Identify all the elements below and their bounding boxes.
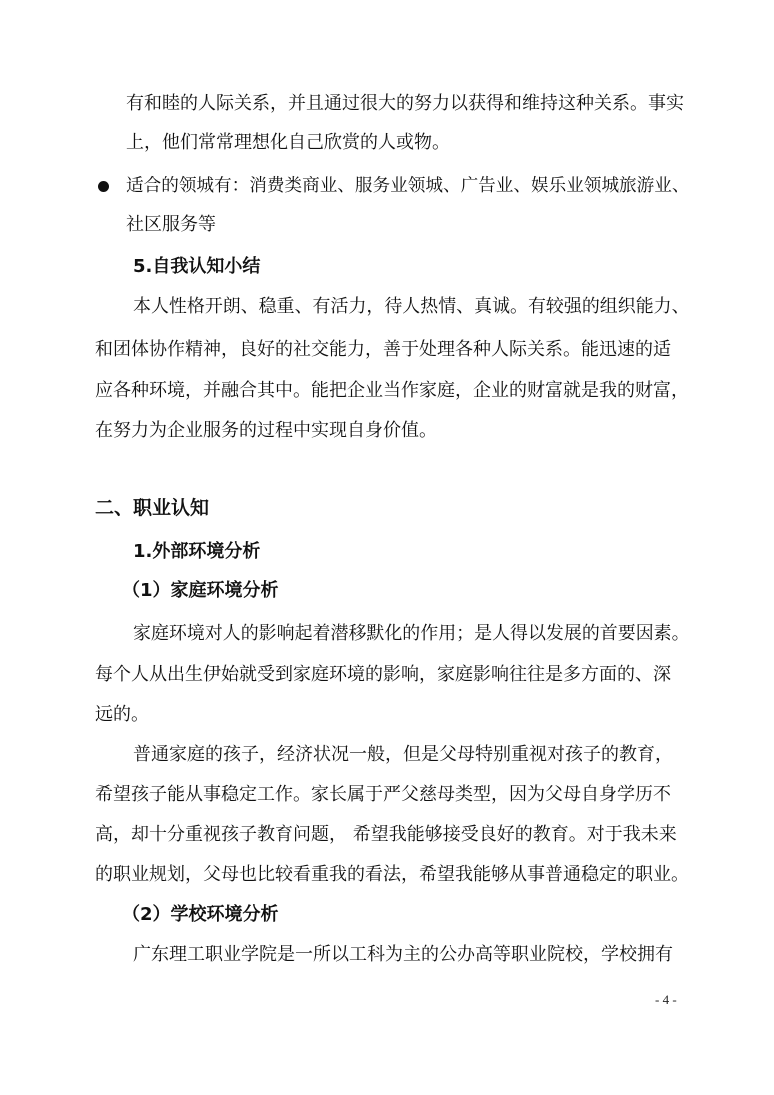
chapter-heading: 二、职业认知	[95, 497, 210, 519]
subsection-heading: （2）学校环境分析	[122, 904, 279, 925]
bullet-text-line: 社区服务等	[126, 214, 216, 235]
text-line: 普通家庭的孩子，经济状况一般，但是父母特别重视对孩子的教育，	[133, 744, 673, 765]
text-line: 和团体协作精神，良好的社交能力，善于处理各种人际关系。能迅速的适	[95, 339, 671, 360]
text-line: 高，却十分重视孩子教育问题， 希望我能够接受良好的教育。对于我未来	[95, 824, 677, 845]
text-line: 希望孩子能从事稳定工作。家长属于严父慈母类型，因为父母自身学历不	[95, 784, 671, 805]
text-line: 上，他们常常理想化自己欣赏的人或物。	[126, 132, 450, 153]
section-heading: 5.自我认知小结	[133, 256, 261, 277]
text-line: 每个人从出生伊始就受到家庭环境的影响，家庭影响往往是多方面的、深	[95, 664, 671, 685]
text-line: 在努力为企业服务的过程中实现自身价值。	[95, 420, 437, 441]
text-line: 的职业规划，父母也比较看重我的看法，希望我能够从事普通稳定的职业。	[95, 864, 689, 885]
bullet-text-line: 适合的领城有：消费类商业、服务业领城、广告业、娱乐业领城旅游业、	[126, 176, 690, 196]
text-line: 远的。	[95, 704, 149, 725]
text-line: 有和睦的人际关系，并且通过很大的努力以获得和维持这种关系。事实	[126, 93, 684, 114]
subsection-heading: （1）家庭环境分析	[122, 580, 279, 601]
text-line: 家庭环境对人的影响起着潜移默化的作用；是人得以发展的首要因素。	[133, 623, 690, 644]
page-number: - 4 -	[655, 992, 677, 1007]
text-line: 本人性格开朗、稳重、有活力，待人热情、真诚。有较强的组织能力、	[133, 296, 690, 317]
text-line: 应各种环境，并融合其中。能把企业当作家庭，企业的财富就是我的财富，	[95, 380, 689, 401]
bullet-point-icon	[98, 181, 109, 192]
text-line: 广东理工职业学院是一所以工科为主的公办高等职业院校，学校拥有	[133, 944, 673, 965]
section-heading: 1.外部环境分析	[133, 541, 261, 562]
